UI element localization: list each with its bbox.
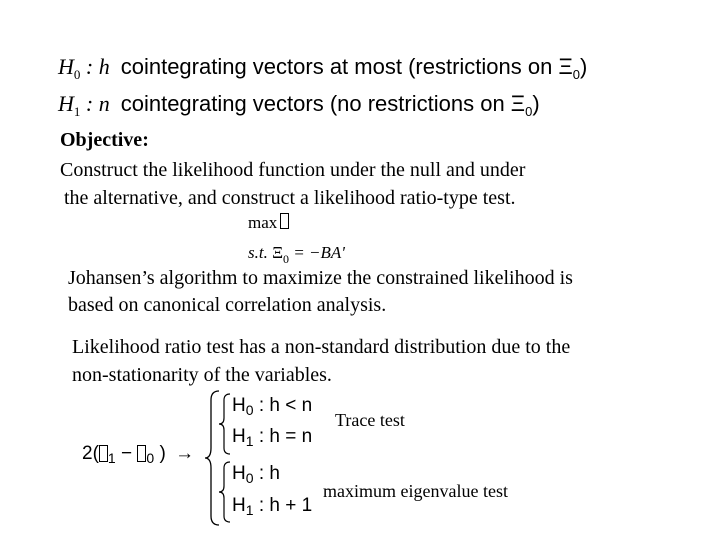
trace-h1-rest: : h = n <box>258 426 313 447</box>
max-operator <box>248 213 289 233</box>
alt-hypothesis <box>58 91 540 125</box>
st-prefix: s.t. <box>248 243 268 262</box>
max-text: max <box>248 213 278 232</box>
null-h-text: cointegrating vectors at most (restrictions on Ξ <box>120 54 573 79</box>
lr-sub-0: 0 <box>146 450 155 466</box>
trace-h0-sym: H <box>232 395 246 416</box>
lr-statistic <box>82 443 194 466</box>
trace-h1-sym: H <box>232 426 246 447</box>
lr-arrow: → <box>175 443 195 464</box>
max-placeholder-glyph <box>280 213 289 229</box>
trace-h1-sub: 1 <box>245 433 254 449</box>
null-h-xi-sub: 0 <box>572 67 580 82</box>
objective-heading: Objective: <box>60 129 149 151</box>
maxeig-h1 <box>232 495 312 518</box>
trace-test-label: Trace test <box>335 410 405 430</box>
alt-h-text: cointegrating vectors (no restrictions on Ξ <box>120 91 526 116</box>
alt-h-colon-var: : n <box>85 91 110 116</box>
maxeig-h0 <box>232 463 280 486</box>
lr-prefix: 2( <box>82 443 99 464</box>
null-h-close: ) <box>579 54 588 79</box>
johansen-line-2: based on canonical correlation analysis. <box>68 294 387 316</box>
st-xi: Ξ <box>272 243 284 262</box>
trace-h0 <box>232 395 312 418</box>
lr-minus: − <box>120 443 133 464</box>
lr-close: ) <box>159 443 166 464</box>
maxeig-h1-sub: 1 <box>245 502 254 518</box>
null-h-colon-var: : h <box>85 54 110 79</box>
johansen-line-1: Johansen’s algorithm to maximize the constrained likelihood is <box>68 267 573 289</box>
alt-h-symbol: H <box>58 91 74 116</box>
alt-h-xi-sub: 0 <box>525 104 533 119</box>
maxeig-h1-sym: H <box>232 495 246 516</box>
objective-line-1: Construct the likelihood function under the null and under <box>60 159 526 181</box>
lr-placeholder-1 <box>99 445 108 462</box>
trace-h0-rest: : h < n <box>258 395 313 416</box>
trace-h1 <box>232 426 312 449</box>
trace-brace <box>219 393 231 455</box>
null-h-sub: 0 <box>73 67 81 82</box>
constraint <box>248 243 345 267</box>
maxeig-h0-sub: 0 <box>245 470 254 486</box>
lr-sub-1: 1 <box>107 450 116 466</box>
lr-note-line-2: non-stationarity of the variables. <box>72 364 332 386</box>
st-rhs: = −BA' <box>293 243 345 262</box>
maxeig-h0-rest: : h <box>258 463 280 484</box>
maxeig-h1-rest: : h + 1 <box>258 495 313 516</box>
lr-note-line-1: Likelihood ratio test has a non-standard distribution due to the <box>72 336 571 358</box>
null-h-symbol: H <box>58 54 74 79</box>
st-xi-sub: 0 <box>283 252 290 266</box>
maxeig-h0-sym: H <box>232 463 246 484</box>
alt-h-close: ) <box>532 91 540 116</box>
objective-line-2: the alternative, and construct a likelihood ratio-type test. <box>64 187 516 209</box>
null-hypothesis <box>58 54 587 88</box>
alt-h-sub: 1 <box>73 104 81 119</box>
trace-h0-sub: 0 <box>245 402 254 418</box>
maxeig-brace <box>219 461 231 523</box>
maxeig-test-label: maximum eigenvalue test <box>323 481 508 501</box>
